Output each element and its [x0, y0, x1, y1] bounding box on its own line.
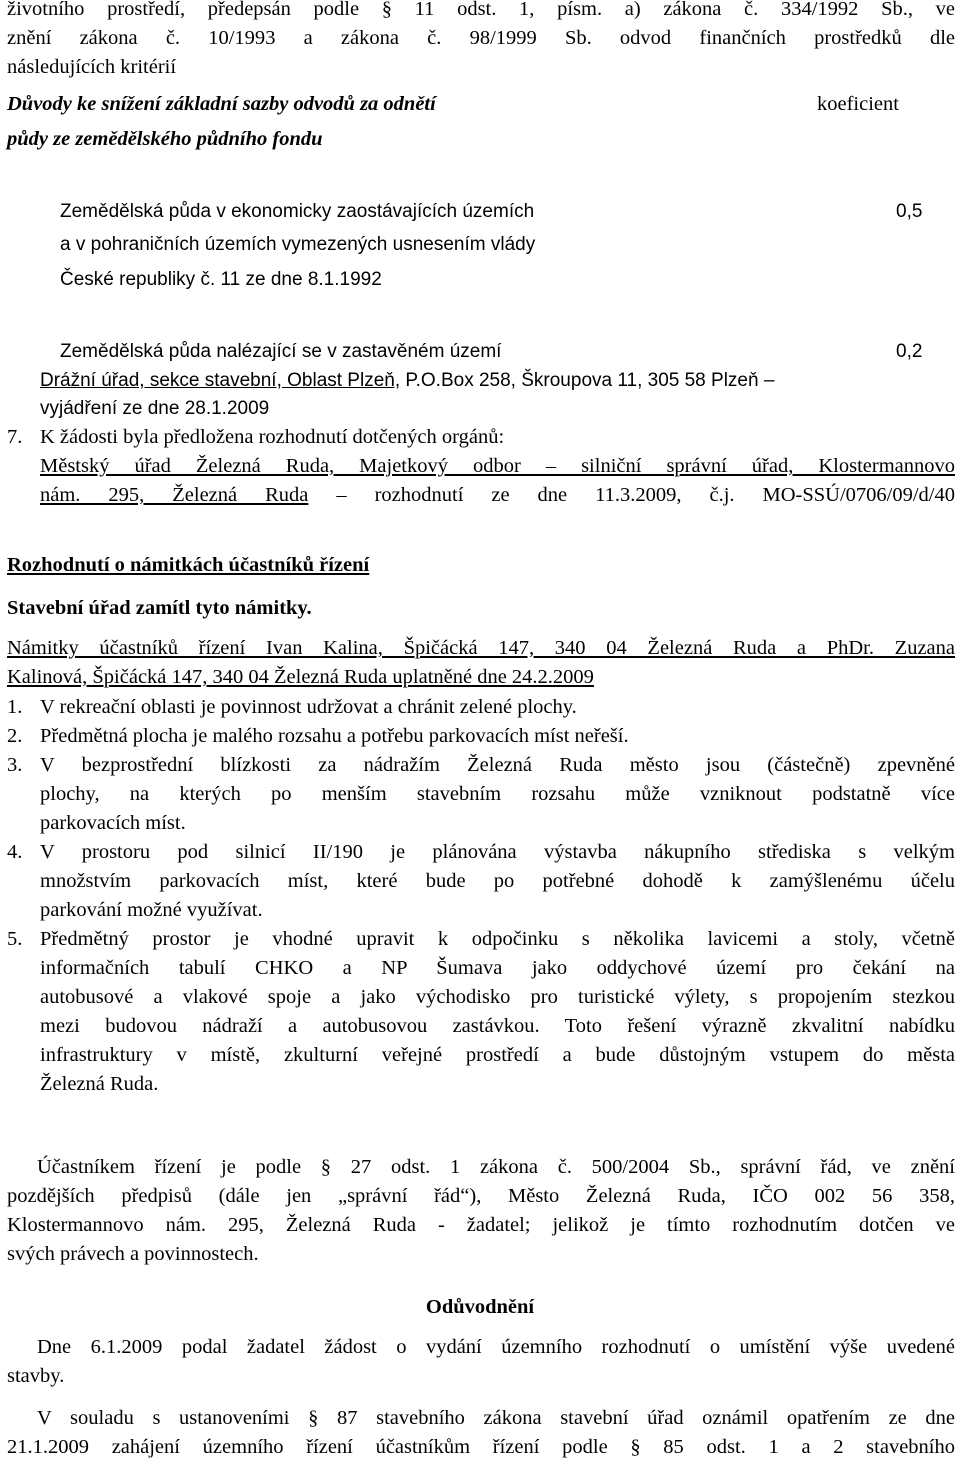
row1-line-2: a v pohraničních územích vymezených usnesením vlády	[60, 234, 536, 255]
item-7-text: K žádosti byla předložena rozhodnutí dotčených orgánů:	[40, 426, 505, 448]
participants-line-2: pozdějších předpisů (dále jen „správní řád“), Město Železná Ruda, IČO 002 56 358,	[7, 1185, 955, 1207]
objection-1-line: V rekreační oblasti je povinnost udržovat a chránit zelené plochy.	[40, 696, 577, 718]
objection-3-line-2: plochy, na kterých po menším stavebním rozsahu může vzniknout podstatně více	[40, 783, 955, 805]
objection-5-line-2: informačních tabulí CHKO a NP Šumava jako oddychové území pro čekání na	[40, 957, 955, 979]
reasoning-p2-line-1: V souladu s ustanoveními § 87 stavebního zákona stavební úřad oznámil opatřením ze dne	[37, 1407, 955, 1429]
row2-line-1: Zemědělská půda nalézající se v zastavěném území	[60, 341, 502, 362]
objection-4-number: 4.	[7, 841, 23, 863]
objection-3-line-3: parkovacích míst.	[40, 812, 186, 834]
objections-intro-line-1: Námitky účastníků řízení Ivan Kalina, Špičácká 147, 340 04 Železná Ruda a PhDr. Zuzana	[7, 637, 955, 659]
intro-line-2: znění zákona č. 10/1993 a zákona č. 98/1999 Sb. odvod finančních prostředků dle	[7, 27, 955, 49]
objection-5-number: 5.	[7, 928, 23, 950]
table-header-coefficient: koeficient	[817, 93, 899, 115]
objection-4-line-1: V prostoru pod silnicí II/190 je plánována výstavba nákupního střediska s velkým	[40, 841, 955, 863]
drazni-dash: –	[758, 370, 775, 391]
drazni-office: Drážní úřad, sekce stavební, Oblast Plzeň,	[40, 370, 401, 391]
participants-line-4: svých právech a povinnostech.	[7, 1243, 259, 1265]
objection-5-line-4: mezi budovou nádraží a autobusovou zastávkou. Toto řešení výrazně zkvalitní nabídku	[40, 1015, 955, 1037]
mesto-decision: – rozhodnutí ze dne 11.3.2009, č.j. MO-SSÚ/0706/09/d/40	[308, 484, 955, 506]
objection-4-line-2: množstvím parkovacích míst, které bude po potřebné dohodě k zamýšlenému účelu	[40, 870, 955, 892]
table-header-line-1: Důvody ke snížení základní sazby odvodů za odnětí	[7, 93, 436, 115]
drazni-line-2: vyjádření ze dne 28.1.2009	[40, 398, 270, 419]
objection-4-line-3: parkování možné využívat.	[40, 899, 263, 921]
objection-5-line-6: Železná Ruda.	[40, 1073, 159, 1095]
intro-line-3: následujících kritérií	[7, 56, 177, 78]
item-7-number: 7.	[7, 426, 23, 448]
objection-5-line-1: Předmětný prostor je vhodné upravit k odpočinku s několika lavicemi a stoly, včetně	[40, 928, 955, 950]
row1-line-3: České republiky č. 11 ze dne 8.1.1992	[60, 269, 382, 290]
reasoning-p2-line-2: 21.1.2009 zahájení územního řízení účastníkům řízení podle § 85 odst. 1 a 2 stavebního	[7, 1436, 955, 1458]
objection-3-number: 3.	[7, 754, 23, 776]
reasoning-heading: Odůvodnění	[425, 1296, 535, 1318]
row2-coefficient: 0,2	[896, 341, 923, 362]
objections-rejected: Stavební úřad zamítl tyto námitky.	[7, 597, 312, 619]
table-header-line-2: půdy ze zemědělského půdního fondu	[7, 128, 323, 150]
intro-line-1: životního prostředí, předepsán podle § 11 odst. 1, písm. a) zákona č. 334/1992 Sb., ve	[7, 0, 955, 20]
reasoning-p1-line-2: stavby.	[7, 1365, 65, 1387]
objections-intro-line-2: Kalinová, Špičácká 147, 340 04 Železná Ruda uplatněné dne 24.2.2009	[7, 666, 594, 688]
drazni-address: P.O.Box 258, Škroupova 11, 305 58 Plzeň	[400, 370, 759, 391]
objection-5-line-3: autobusové a vlakové spoje a jako východisko pro turistické výlety, s propojením stezkou	[40, 986, 955, 1008]
objections-heading: Rozhodnutí o námitkách účastníků řízení	[7, 554, 370, 576]
mesto-line-1: Městský úřad Železná Ruda, Majetkový odbor – silniční správní úřad, Klostermannovo	[40, 455, 955, 477]
objection-1-number: 1.	[7, 696, 23, 718]
objection-2-number: 2.	[7, 725, 23, 747]
reasoning-p1-line-1: Dne 6.1.2009 podal žadatel žádost o vydání územního rozhodnutí o umístění výše uvedené	[37, 1336, 955, 1358]
participants-line-3: Klostermannovo nám. 295, Železná Ruda - žadatel; jelikož je tímto rozhodnutím dotčen ve	[7, 1214, 955, 1236]
mesto-line-2	[40, 481, 955, 510]
drazni-line-1	[40, 366, 774, 395]
participants-line-1: Účastníkem řízení je podle § 27 odst. 1 zákona č. 500/2004 Sb., správní řád, ve znění	[37, 1156, 955, 1178]
objection-5-line-5: infrastruktury v místě, zkulturní veřejné prostředí a bude důstojným vstupem do města	[40, 1044, 955, 1066]
objection-3-line-1: V bezprostřední blízkosti za nádražím Železná Ruda město jsou (částečně) zpevněné	[40, 754, 955, 776]
mesto-office: nám. 295, Železná Ruda	[40, 484, 309, 506]
row1-line-1: Zemědělská půda v ekonomicky zaostávajících územích	[60, 201, 535, 222]
row1-coefficient: 0,5	[896, 201, 923, 222]
objection-2-line: Předmětná plocha je malého rozsahu a potřebu parkovacích míst neřeší.	[40, 725, 629, 747]
